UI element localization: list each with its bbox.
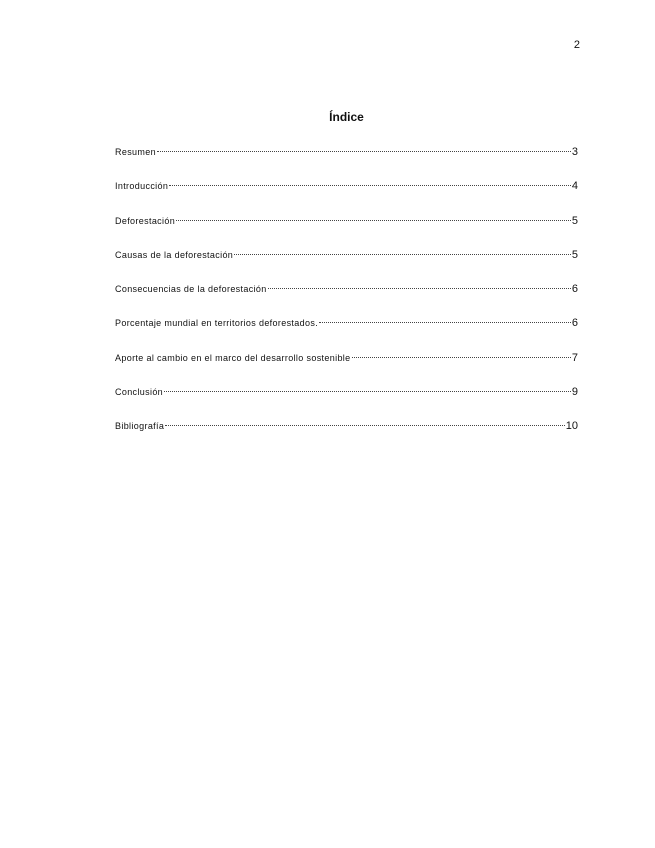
- toc-dot-leader: [164, 391, 571, 392]
- page-title: Índice: [329, 110, 364, 124]
- table-of-contents: [115, 145, 578, 454]
- toc-entry-label: Resumen: [115, 147, 156, 157]
- toc-entry-label: Aporte al cambio en el marco del desarrollo sostenible: [115, 352, 351, 363]
- toc-dot-leader: [268, 288, 571, 289]
- toc-entry-page: 6: [571, 283, 578, 296]
- toc-dot-leader: [234, 254, 571, 255]
- toc-entry-label: Bibliografía: [115, 421, 165, 432]
- toc-entry-deforestacion[interactable]: [115, 214, 578, 248]
- toc-dot-leader: [169, 185, 571, 186]
- toc-entry-introduccion[interactable]: [115, 179, 578, 213]
- toc-dot-leader: [319, 322, 571, 323]
- toc-entry-page: 6: [571, 317, 578, 330]
- toc-entry-page: 4: [571, 180, 578, 193]
- toc-dot-leader: [176, 220, 571, 221]
- toc-dot-leader: [352, 357, 571, 358]
- toc-entry-label: Introducción: [115, 181, 169, 192]
- toc-entry-resumen[interactable]: [115, 145, 578, 179]
- toc-entry-page: 9: [571, 386, 578, 399]
- toc-entry-label: Consecuencias de la deforestación: [115, 284, 267, 295]
- toc-entry-consecuencias[interactable]: [115, 282, 578, 316]
- toc-entry-bibliografia[interactable]: [115, 419, 578, 453]
- toc-entry-page: 3: [571, 146, 578, 158]
- toc-entry-page: 10: [565, 420, 578, 433]
- toc-entry-label: Causas de la deforestación: [115, 249, 234, 260]
- toc-entry-label: Porcentaje mundial en territorios deforestados.: [115, 318, 319, 329]
- toc-entry-causas[interactable]: [115, 248, 578, 282]
- toc-entry-page: 5: [571, 214, 578, 227]
- toc-dot-leader: [157, 151, 571, 152]
- toc-entry-aporte[interactable]: [115, 351, 578, 385]
- toc-entry-conclusion[interactable]: [115, 385, 578, 419]
- toc-entry-label: Conclusión: [115, 387, 164, 398]
- page-number: 2: [573, 39, 580, 51]
- toc-entry-label: Deforestación: [115, 215, 176, 226]
- toc-dot-leader: [165, 425, 565, 426]
- toc-entry-porcentaje[interactable]: [115, 316, 578, 350]
- toc-entry-page: 7: [571, 351, 578, 364]
- toc-entry-page: 5: [571, 248, 578, 261]
